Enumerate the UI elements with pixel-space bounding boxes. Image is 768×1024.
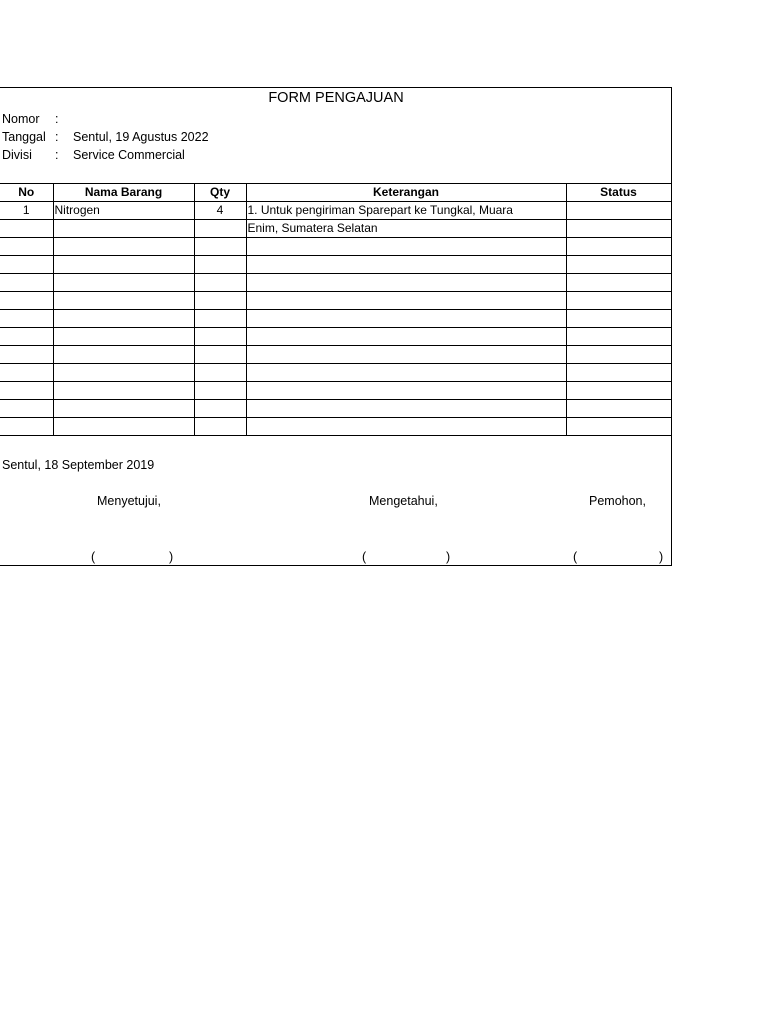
cell-no [0, 274, 53, 292]
cell-qty [194, 418, 246, 436]
cell-nama-barang [53, 292, 194, 310]
cell-status [566, 418, 671, 436]
cell-keterangan [246, 346, 566, 364]
cell-no [0, 310, 53, 328]
cell-no [0, 382, 53, 400]
table-row [0, 274, 671, 292]
table-header-row [0, 184, 671, 202]
applicant-open-paren: ( [573, 550, 578, 564]
cell-status [566, 292, 671, 310]
table-row [0, 292, 671, 310]
applicant-close-paren: ) [659, 550, 664, 564]
table-row [0, 346, 671, 364]
cell-keterangan [246, 274, 566, 292]
cell-qty [194, 400, 246, 418]
header-qty: Qty [194, 184, 246, 202]
cell-no [0, 418, 53, 436]
cell-keterangan: 1. Untuk pengiriman Sparepart ke Tungkal, Muara [246, 202, 566, 220]
table-row [0, 418, 671, 436]
header-status: Status [566, 184, 671, 202]
table-row [0, 310, 671, 328]
cell-status [566, 202, 671, 220]
table-row [0, 382, 671, 400]
info-value: Sentul, 19 Agustus 2022 [73, 130, 209, 144]
header-nama-barang: Nama Barang [53, 184, 194, 202]
table-row [0, 328, 671, 346]
cell-status [566, 274, 671, 292]
cell-no [0, 364, 53, 382]
table-body [0, 202, 671, 436]
cell-qty [194, 274, 246, 292]
cell-keterangan [246, 310, 566, 328]
approver-close-paren: ) [169, 550, 174, 564]
table-row [0, 238, 671, 256]
table-row [0, 400, 671, 418]
cell-status [566, 310, 671, 328]
cell-nama-barang [53, 274, 194, 292]
form-container [0, 87, 672, 566]
cell-nama-barang [53, 400, 194, 418]
cell-qty [194, 310, 246, 328]
cell-keterangan: Enim, Sumatera Selatan [246, 220, 566, 238]
table-row [0, 220, 671, 238]
cell-qty [194, 346, 246, 364]
cell-status [566, 256, 671, 274]
approver-open-paren: ( [91, 550, 96, 564]
cell-nama-barang [53, 346, 194, 364]
info-label: Tanggal [2, 130, 46, 144]
cell-status [566, 238, 671, 256]
table-row [0, 202, 671, 220]
cell-no: 1 [0, 202, 53, 220]
cell-keterangan [246, 328, 566, 346]
cell-keterangan [246, 382, 566, 400]
info-value: Service Commercial [73, 148, 185, 162]
cell-qty [194, 256, 246, 274]
cell-qty [194, 364, 246, 382]
cell-keterangan [246, 400, 566, 418]
cell-nama-barang [53, 328, 194, 346]
cell-no [0, 256, 53, 274]
cell-no [0, 346, 53, 364]
cell-nama-barang [53, 310, 194, 328]
cell-status [566, 364, 671, 382]
cell-qty [194, 382, 246, 400]
cell-no [0, 400, 53, 418]
info-colon: : [55, 112, 59, 126]
cell-status [566, 346, 671, 364]
acknowledger-label: Mengetahui, [369, 494, 438, 508]
cell-nama-barang [53, 238, 194, 256]
cell-nama-barang: Nitrogen [53, 202, 194, 220]
cell-keterangan [246, 292, 566, 310]
cell-no [0, 220, 53, 238]
cell-status [566, 220, 671, 238]
approver-label: Menyetujui, [97, 494, 161, 508]
cell-nama-barang [53, 220, 194, 238]
cell-qty: 4 [194, 202, 246, 220]
cell-no [0, 328, 53, 346]
cell-status [566, 400, 671, 418]
cell-keterangan [246, 256, 566, 274]
cell-qty [194, 328, 246, 346]
cell-keterangan [246, 364, 566, 382]
items-table [0, 183, 672, 436]
info-colon: : [55, 148, 59, 162]
cell-keterangan [246, 418, 566, 436]
applicant-label: Pemohon, [589, 494, 646, 508]
signature-place-date: Sentul, 18 September 2019 [2, 458, 155, 472]
cell-qty [194, 238, 246, 256]
cell-nama-barang [53, 256, 194, 274]
acknowledger-open-paren: ( [362, 550, 367, 564]
cell-keterangan [246, 238, 566, 256]
cell-nama-barang [53, 418, 194, 436]
table-row [0, 256, 671, 274]
cell-qty [194, 292, 246, 310]
cell-nama-barang [53, 382, 194, 400]
info-label: Divisi [2, 148, 32, 162]
table-row [0, 364, 671, 382]
acknowledger-close-paren: ) [446, 550, 451, 564]
form-title: FORM PENGAJUAN [268, 90, 404, 106]
cell-status [566, 382, 671, 400]
header-keterangan: Keterangan [246, 184, 566, 202]
cell-no [0, 292, 53, 310]
header-no: No [0, 184, 53, 202]
info-label: Nomor [2, 112, 40, 126]
cell-qty [194, 220, 246, 238]
cell-status [566, 328, 671, 346]
cell-nama-barang [53, 364, 194, 382]
info-colon: : [55, 130, 59, 144]
cell-no [0, 238, 53, 256]
